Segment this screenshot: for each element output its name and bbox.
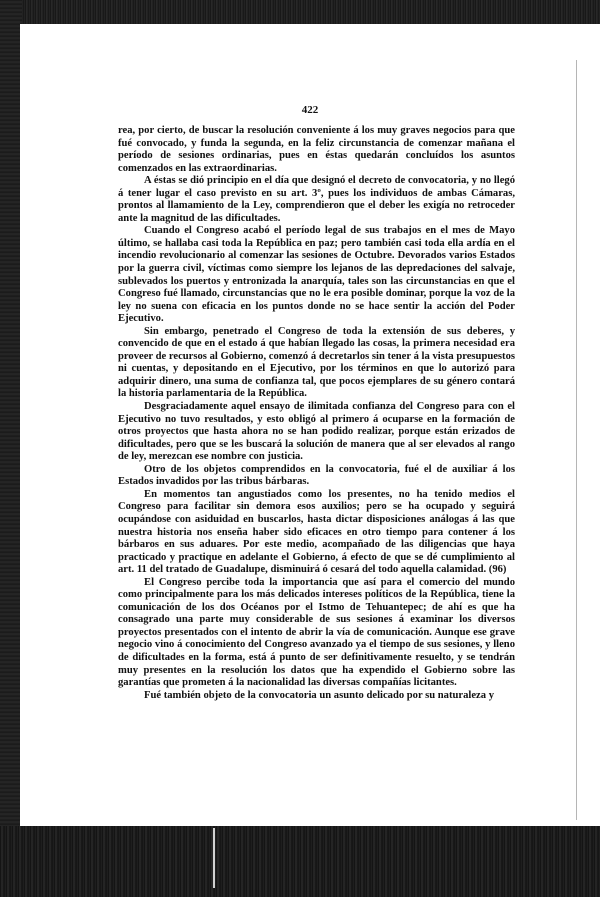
paragraph: Fué también objeto de la convocatoria un asunto delicado por su naturaleza y: [144, 689, 494, 701]
paragraph: Cuando el Congreso acabó el período legal de sus trabajos en el mes de Mayo último, se hallaba casi toda la República en paz; pero también casi toda ella ardía en el incendio revolucionario al comenzar las sesiones de Octubre. Devorados varios Estados por la guerra civil, víctimas como siempre los lejanos de las depredaciones del salvaje, sublevados los puertos y entronizada la anarquía, tales son las circunstancias en que el Congreso fué llamado, circunstancias que no le era posible dominar, porque la voz de la ley no suena con eficacia en los puntos donde no se hace sentir la acción del Poder Ejecutivo.: [118, 225, 515, 325]
scan-border-left: [0, 0, 22, 897]
paragraph: Otro de los objetos comprendidos en la convocatoria, fué el de auxiliar á los Estados invadidos por las tribus bárbaras.: [118, 463, 515, 488]
scan-border-top: [0, 0, 600, 26]
page-fold-line: [576, 60, 577, 820]
scan-artifact-mark: [213, 828, 215, 888]
paragraph: rea, por cierto, de buscar la resolución conveniente á los muy graves negocios para que fué convocado, y funda la segunda, en la feliz circunstancia de comenzar mañana el período de sesiones ordinarias, pues en éstas quedarán concluídos los asuntos comenzados en las extraordinarias.: [118, 125, 515, 174]
body-text: [118, 125, 515, 702]
document-page: [20, 24, 600, 828]
paragraph: Desgraciadamente aquel ensayo de ilimitada confianza del Congreso para con el Ejecutivo no tuvo resultados, y esto obligó al primero á ocuparse en la formación de otros proyectos que hasta ahora no se han podido realizar, porque están erizados de dificultades, pero que se les buscará la solución de manera que al ser elevados al rango de ley, merezcan ese nombre con justicia.: [118, 401, 515, 463]
page-number: 422: [301, 104, 319, 116]
paragraph: Sin embargo, penetrado el Congreso de toda la extensión de sus deberes, y convencido de que en el estado á que habían llegado las cosas, la primera necesidad era proveer de recursos al Gobierno, comenzó á decretarlos sin tener á la vista presupuestos ni cuentas, y depositando en el Ejecutivo, por los términos en que lo autorizó para adquirir dinero, una suma de confianza tal, que pocos ejemplares de su género contará la historia parlamentaria de la República.: [118, 325, 515, 400]
paragraph: A éstas se dió principio en el día que designó el decreto de convocatoria, y no llegó á tener lugar el caso previsto en su art. 3º, pues los individuos de ambas Cámaras, prontos al llamamiento de la Ley, comprendieron que el deber les exigía no retroceder ante la magnitud de las dificultades.: [118, 175, 515, 224]
paragraph: El Congreso percibe toda la importancia que así para el comercio del mundo como principalmente para los más delicados intereses políticos de la República, tiene la comunicación de los dos Océanos por el Istmo de Tehuantepec; de ahí es que ha consagrado una parte muy considerable de sus sesiones á examinar los diversos proyectos presentados con el intento de abrir la vía de comunicación. Aunque ese grave negocio vino á conocimiento del Congreso avanzado ya el tiempo de sus sesiones, y lleno de dificultades en la forma, está á punto de ser definitivamente resuelto, y se tendrán muy presentes en la resolución los datos que ha expendido el Gobierno sobre las garantías que prometen á la nacionalidad las diversas compañías licitantes.: [118, 576, 515, 689]
scan-border-bottom: [0, 826, 600, 897]
paragraph: En momentos tan angustiados como los presentes, no ha tenido medios el Congreso para facilitar sin demora esos auxilios; pero se ha ocupado y seguirá ocupándose con asiduidad en buscarlos, hasta dictar disposiciones análogas á las que nuestra historia nos enseña haber sido eficaces en otro tiempo para contener á los bárbaros en sus aduares. Por este medio, acompañado de las diligencias que haya practicado y practique en adelante el Gobierno, á efecto de que se dé cumplimiento al art. 11 del tratado de Guadalupe, disminuirá ó cesará del todo aquella calamidad. (96): [118, 488, 515, 576]
